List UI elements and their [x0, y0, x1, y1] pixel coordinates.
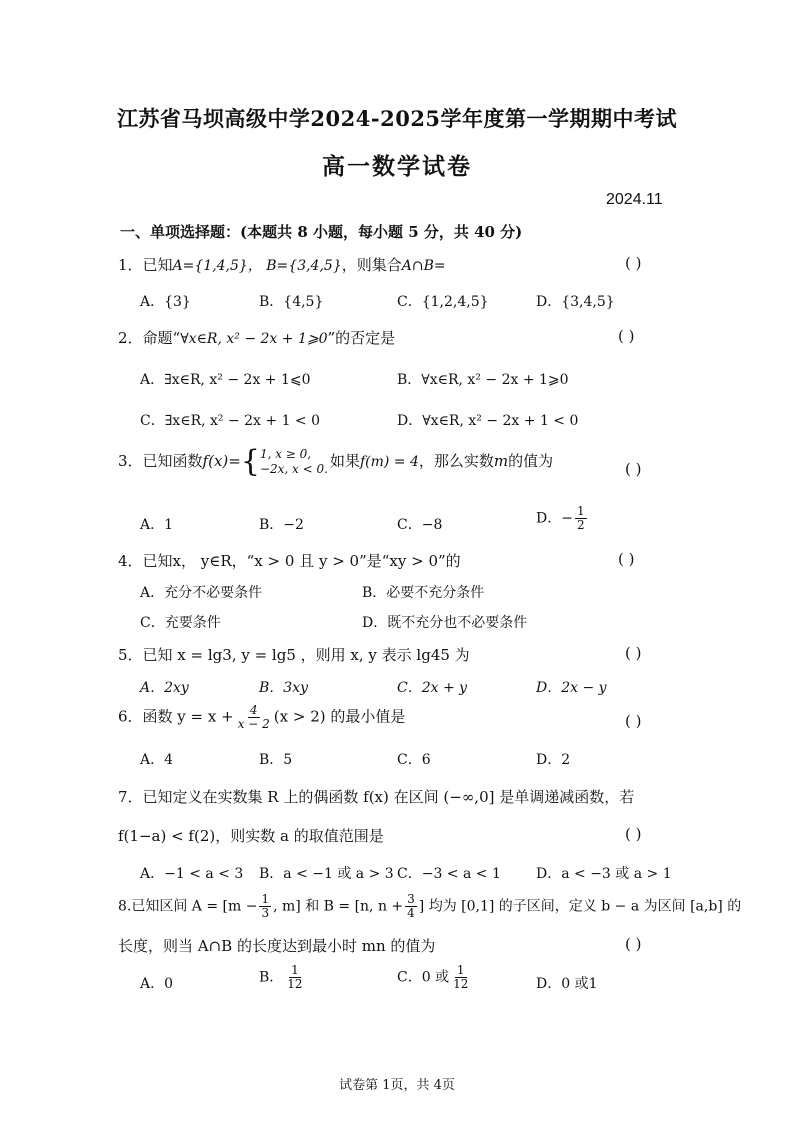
q1-expr: A∩B= — [401, 258, 446, 274]
q1-sets: A={1,4,5}， B={3,4,5} — [172, 258, 342, 274]
q3-answer-blank: ( ) — [625, 460, 642, 478]
q7-option-d: D．a < −3 或 a > 1 — [536, 866, 672, 882]
q8-c-denominator: 12 — [453, 977, 469, 991]
question-2-stem — [118, 327, 395, 348]
q6-option-a: A．4 — [140, 752, 174, 768]
q4-option-c: C．充要条件 — [140, 615, 221, 631]
q3-option-a: A．1 — [140, 517, 174, 533]
q3-d-denominator: 2 — [576, 518, 585, 532]
q1-text-a: 1．已知 — [118, 256, 173, 274]
q5-answer-blank: ( ) — [625, 644, 642, 662]
q5-option-c: C．2x + y — [397, 680, 468, 696]
q3-condition: f(m) = 4 — [359, 454, 419, 470]
q3-text-b: 如果 — [329, 452, 360, 470]
q3-option-d — [536, 505, 589, 532]
q3-text-a: 3．已知函数 — [118, 452, 203, 470]
q8-text-b: , m] 和 B = [n, n + — [273, 898, 404, 915]
q8-fraction-1 — [259, 893, 271, 920]
question-7-line-1: 7．已知定义在实数集 R 上的偶函数 f(x) 在区间 (−∞,0] 是单调递减函数，若 — [118, 788, 635, 806]
q1-option-a: A．{3} — [140, 294, 191, 310]
q2-text-b: ”的否定是 — [327, 329, 396, 347]
q3-option-b: B．−2 — [259, 517, 304, 533]
q6-numerator: 4 — [249, 703, 258, 717]
q1-option-b: B．{4,5} — [259, 294, 324, 310]
q6-option-c: C．6 — [397, 752, 431, 768]
q5-option-b: B．3xy — [259, 680, 308, 696]
q8-option-b-label: B． — [259, 969, 284, 986]
q3-option-c: C．−8 — [397, 517, 443, 533]
q8-option-c — [397, 964, 472, 991]
q1-option-d: D．{3,4,5} — [536, 294, 615, 310]
q3-variable: m — [493, 452, 509, 470]
q1-text-b: ，则集合 — [341, 256, 402, 274]
q2-text-a: 2．命题“ — [118, 329, 181, 347]
q8-option-b-fraction — [285, 964, 304, 991]
question-6-stem — [118, 704, 405, 731]
q8-b-denominator: 12 — [287, 977, 303, 991]
q8-answer-blank: ( ) — [625, 935, 642, 953]
q6-answer-blank: ( ) — [625, 712, 642, 730]
q6-option-b: B．5 — [259, 752, 293, 768]
q8-text-a: 8.已知区间 A = [m − — [118, 898, 258, 915]
q8-option-c-label: C．0 或 — [397, 969, 450, 986]
q8-option-a: A．0 — [140, 976, 174, 992]
q8-f2-denominator: 4 — [407, 906, 415, 920]
q8-option-b — [259, 964, 307, 991]
q3-text-c: ，那么实数 — [418, 452, 494, 470]
section-heading: 一、单项选择题：(本题共 8 小题，每小题 5 分，共 40 分) — [120, 223, 523, 241]
q8-text-c: ] 均为 [0,1] 的子区间，定义 b − a 为区间 [a,b] 的 — [418, 898, 742, 915]
q3-function: f(x)= — [202, 452, 241, 470]
q8-f2-numerator: 3 — [407, 892, 415, 906]
q3-brace: { — [240, 444, 260, 479]
question-1-stem — [118, 254, 446, 275]
q7-option-a: A．−1 < a < 3 — [140, 866, 244, 882]
q3-case-1: 1, x ≥ 0, — [259, 447, 312, 461]
q3-option-d-label: D．− — [536, 510, 573, 527]
q6-text-b: (x > 2) 的最小值是 — [273, 707, 406, 726]
q6-denominator: x − 2 — [237, 717, 270, 731]
q4-option-a: A．充分不必要条件 — [140, 585, 263, 601]
q8-f1-denominator: 3 — [261, 906, 270, 920]
exam-date: 2024.11 — [606, 191, 663, 208]
q2-expr: ∀x∈R, x² − 2x + 1⩾0 — [180, 331, 328, 347]
q2-option-c: C．∃x∈R, x² − 2x + 1 < 0 — [140, 413, 321, 429]
question-4-stem: 4．已知x， y∈R，“x > 0 且 y > 0”是“xy > 0”的 — [118, 552, 461, 570]
q5-option-a: A．2xy — [140, 680, 189, 696]
question-3-stem — [118, 444, 554, 479]
q2-answer-blank: ( ) — [618, 327, 635, 345]
q3-cases — [260, 447, 328, 477]
question-7-line-2: f(1−a) < f(2)，则实数 a 的取值范围是 — [118, 827, 384, 845]
q4-option-d: D．既不充分也不必要条件 — [362, 615, 528, 631]
q2-option-b: B．∀x∈R, x² − 2x + 1⩾0 — [397, 372, 569, 388]
q4-option-b: B．必要不充分条件 — [362, 585, 485, 601]
q2-option-d: D．∀x∈R, x² − 2x + 1 < 0 — [397, 413, 579, 429]
q4-answer-blank: ( ) — [618, 550, 635, 568]
q8-b-numerator: 1 — [291, 963, 299, 977]
q7-option-c: C．−3 < a < 1 — [397, 866, 501, 882]
q2-option-a: A．∃x∈R, x² − 2x + 1⩽0 — [140, 372, 311, 388]
question-5-stem: 5．已知 x = lg3, y = lg5 ，则用 x, y 表示 lg45 为 — [118, 646, 470, 664]
question-8-line-2: 长度，则当 A∩B 的长度达到最小时 mn 的值为 — [118, 937, 436, 955]
q5-option-d: D．2x − y — [536, 680, 607, 696]
page-footer: 试卷第 1页，共 4页 — [339, 1078, 455, 1093]
q8-c-numerator: 1 — [456, 963, 465, 977]
q1-answer-blank: ( ) — [625, 254, 642, 272]
q7-answer-blank: ( ) — [625, 825, 642, 843]
q3-text-d: 的值为 — [508, 452, 554, 470]
q6-fraction — [236, 704, 272, 731]
q1-option-c: C．{1,2,4,5} — [397, 294, 489, 310]
q3-option-d-fraction — [575, 505, 587, 532]
q6-text-a: 6．函数 y = x + — [118, 707, 234, 726]
exam-title: 江苏省马坝高级中学2024-2025学年度第一学期期中考试 — [116, 106, 678, 131]
q7-option-b: B．a < −1 或 a > 3 — [259, 866, 394, 882]
q6-option-d: D．2 — [536, 752, 571, 768]
q8-fraction-2 — [405, 893, 417, 920]
q3-d-numerator: 1 — [576, 504, 585, 518]
q3-case-2: −2x, x < 0. — [259, 462, 328, 476]
q8-option-d: D．0 或1 — [536, 976, 598, 992]
q8-option-c-fraction — [451, 964, 470, 991]
exam-subtitle: 高一数学试卷 — [322, 153, 472, 180]
question-8-line-1 — [118, 893, 741, 920]
q8-f1-numerator: 1 — [261, 892, 270, 906]
